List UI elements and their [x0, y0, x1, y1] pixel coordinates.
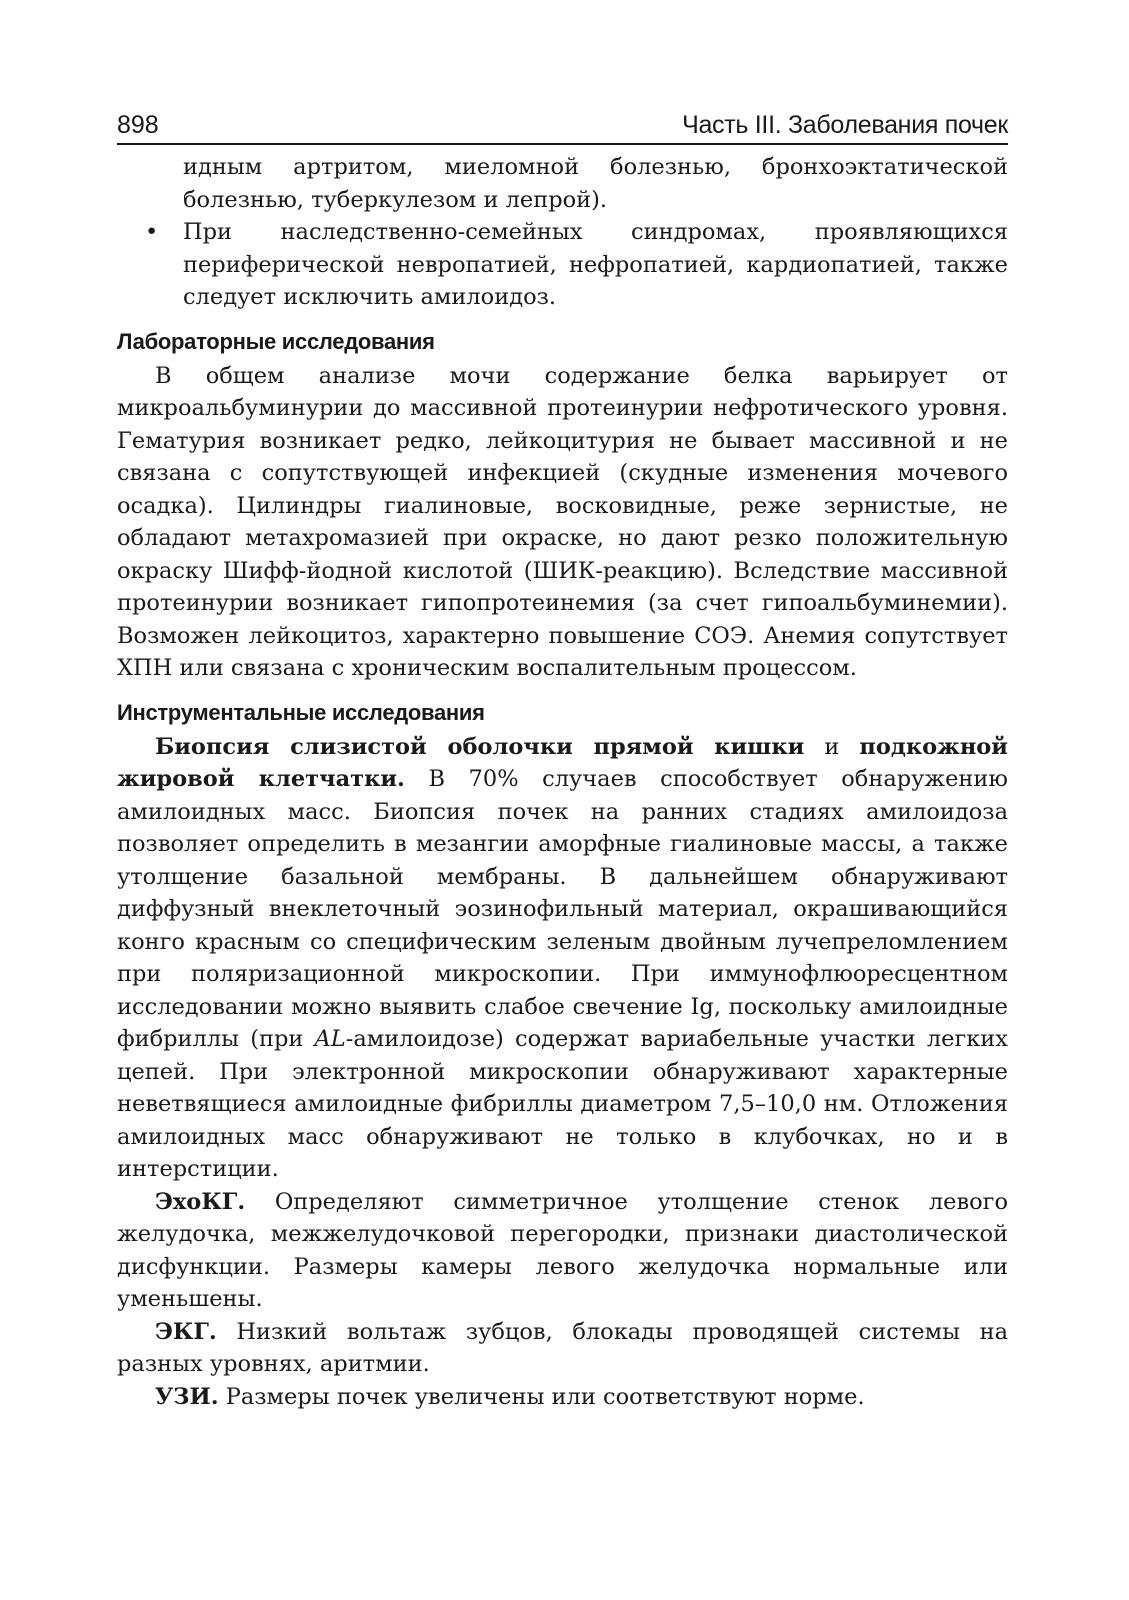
biopsy-italic-term: AL — [314, 1026, 346, 1052]
lab-paragraph — [117, 360, 1008, 685]
biopsy-term-1: Биопсия слизистой оболочки прямой кишки — [155, 733, 805, 760]
page-body — [117, 151, 1008, 1413]
biopsy-text-2: -амилоидозе) содержат вариабельные участки легких цепей. При электронной микроскопии обнаруживают характерные неветвящиеся амилоидные фибриллы диаметром 7,5–10,0 нм. Отложения амилоидных масс обнаруживают не только в клубочках, но и в интерстиции. — [117, 1026, 1008, 1182]
book-page — [117, 110, 1008, 1413]
page-header — [117, 110, 1008, 145]
echo-term: ЭхоКГ. — [155, 1188, 246, 1215]
continued-list-item — [117, 151, 1008, 216]
echo-paragraph — [117, 1186, 1008, 1316]
us-paragraph — [117, 1381, 1008, 1414]
continued-text: идным артритом, миеломной болезнью, бронхоэктатической болезнью, туберкулезом и лепрой). — [183, 154, 1008, 213]
lab-paragraph-text: В общем анализе мочи содержание белка варьирует от микроальбуминурии до массивной протеинурии нефротического уровня. Гематурия возникает редко, лейкоцитурия не бывает массивной и не связана с сопутствующей инфекцией (скудные изменения мочевого осадка). Цилиндры гиалиновые, восковидные, реже зернистые, не обладают метахромазией при окраске, но дают резко положительную окраску Шифф-йодной кислотой (ШИК-реакцию). Вследствие массивной протеинурии возникает гипопротеинемия (за счет гипоальбуминемии). Возможен лейкоцитоз, характерно повышение СОЭ. Анемия сопутствует ХПН или связана с хроническим воспалительным процессом. — [117, 362, 1008, 681]
list-item — [117, 216, 1008, 314]
lab-section-heading: Лабораторные исследования — [117, 328, 435, 354]
bullet-icon: • — [145, 219, 159, 245]
page-number: 898 — [117, 111, 159, 139]
ecg-term: ЭКГ. — [155, 1318, 217, 1345]
instrumental-section-heading: Инструментальные исследования — [117, 699, 485, 725]
ecg-paragraph — [117, 1316, 1008, 1381]
ecg-text: Низкий вольтаж зубцов, блокады проводящей системы на разных уровнях, аритмии. — [117, 1318, 1008, 1377]
us-text: Размеры почек увеличены или соответствуют норме. — [218, 1383, 865, 1410]
biopsy-term-2: подкожной жировой клетчатки. — [117, 733, 1008, 792]
echo-text: Определяют симметричное утолщение стенок левого желудочка, межжелудочковой перегородки, признаки диастолической дисфункции. Размеры камеры левого желудочка нормальные или уменьшены. — [117, 1188, 1008, 1312]
list-item-text: При наследственно-семейных синдромах, проявляющихся периферической невропатией, нефропатией, кардиопатией, также следует исключить амилоидоз. — [183, 219, 1008, 310]
us-term: УЗИ. — [155, 1383, 219, 1410]
running-title: Часть III. Заболевания почек — [682, 111, 1008, 139]
biopsy-paragraph — [117, 731, 1008, 1186]
biopsy-conjunction: и — [804, 733, 860, 760]
biopsy-text-1: В 70% случаев способствует обнаружению амилоидных масс. Биопсия почек на ранних стадиях амилоидоза позволяет определить в мезангии аморфные гиалиновые массы, а также утолщение базальной мембраны. В дальнейшем обнаруживают диффузный внеклеточный эозинофильный материал, окрашивающийся конго красным со специфическим зеленым двойным лучепреломлением при поляризационной микроскопии. При иммунофлюоресцентном исследовании можно выявить слабое свечение Ig, поскольку амилоидные фибриллы (при — [117, 766, 1008, 1052]
